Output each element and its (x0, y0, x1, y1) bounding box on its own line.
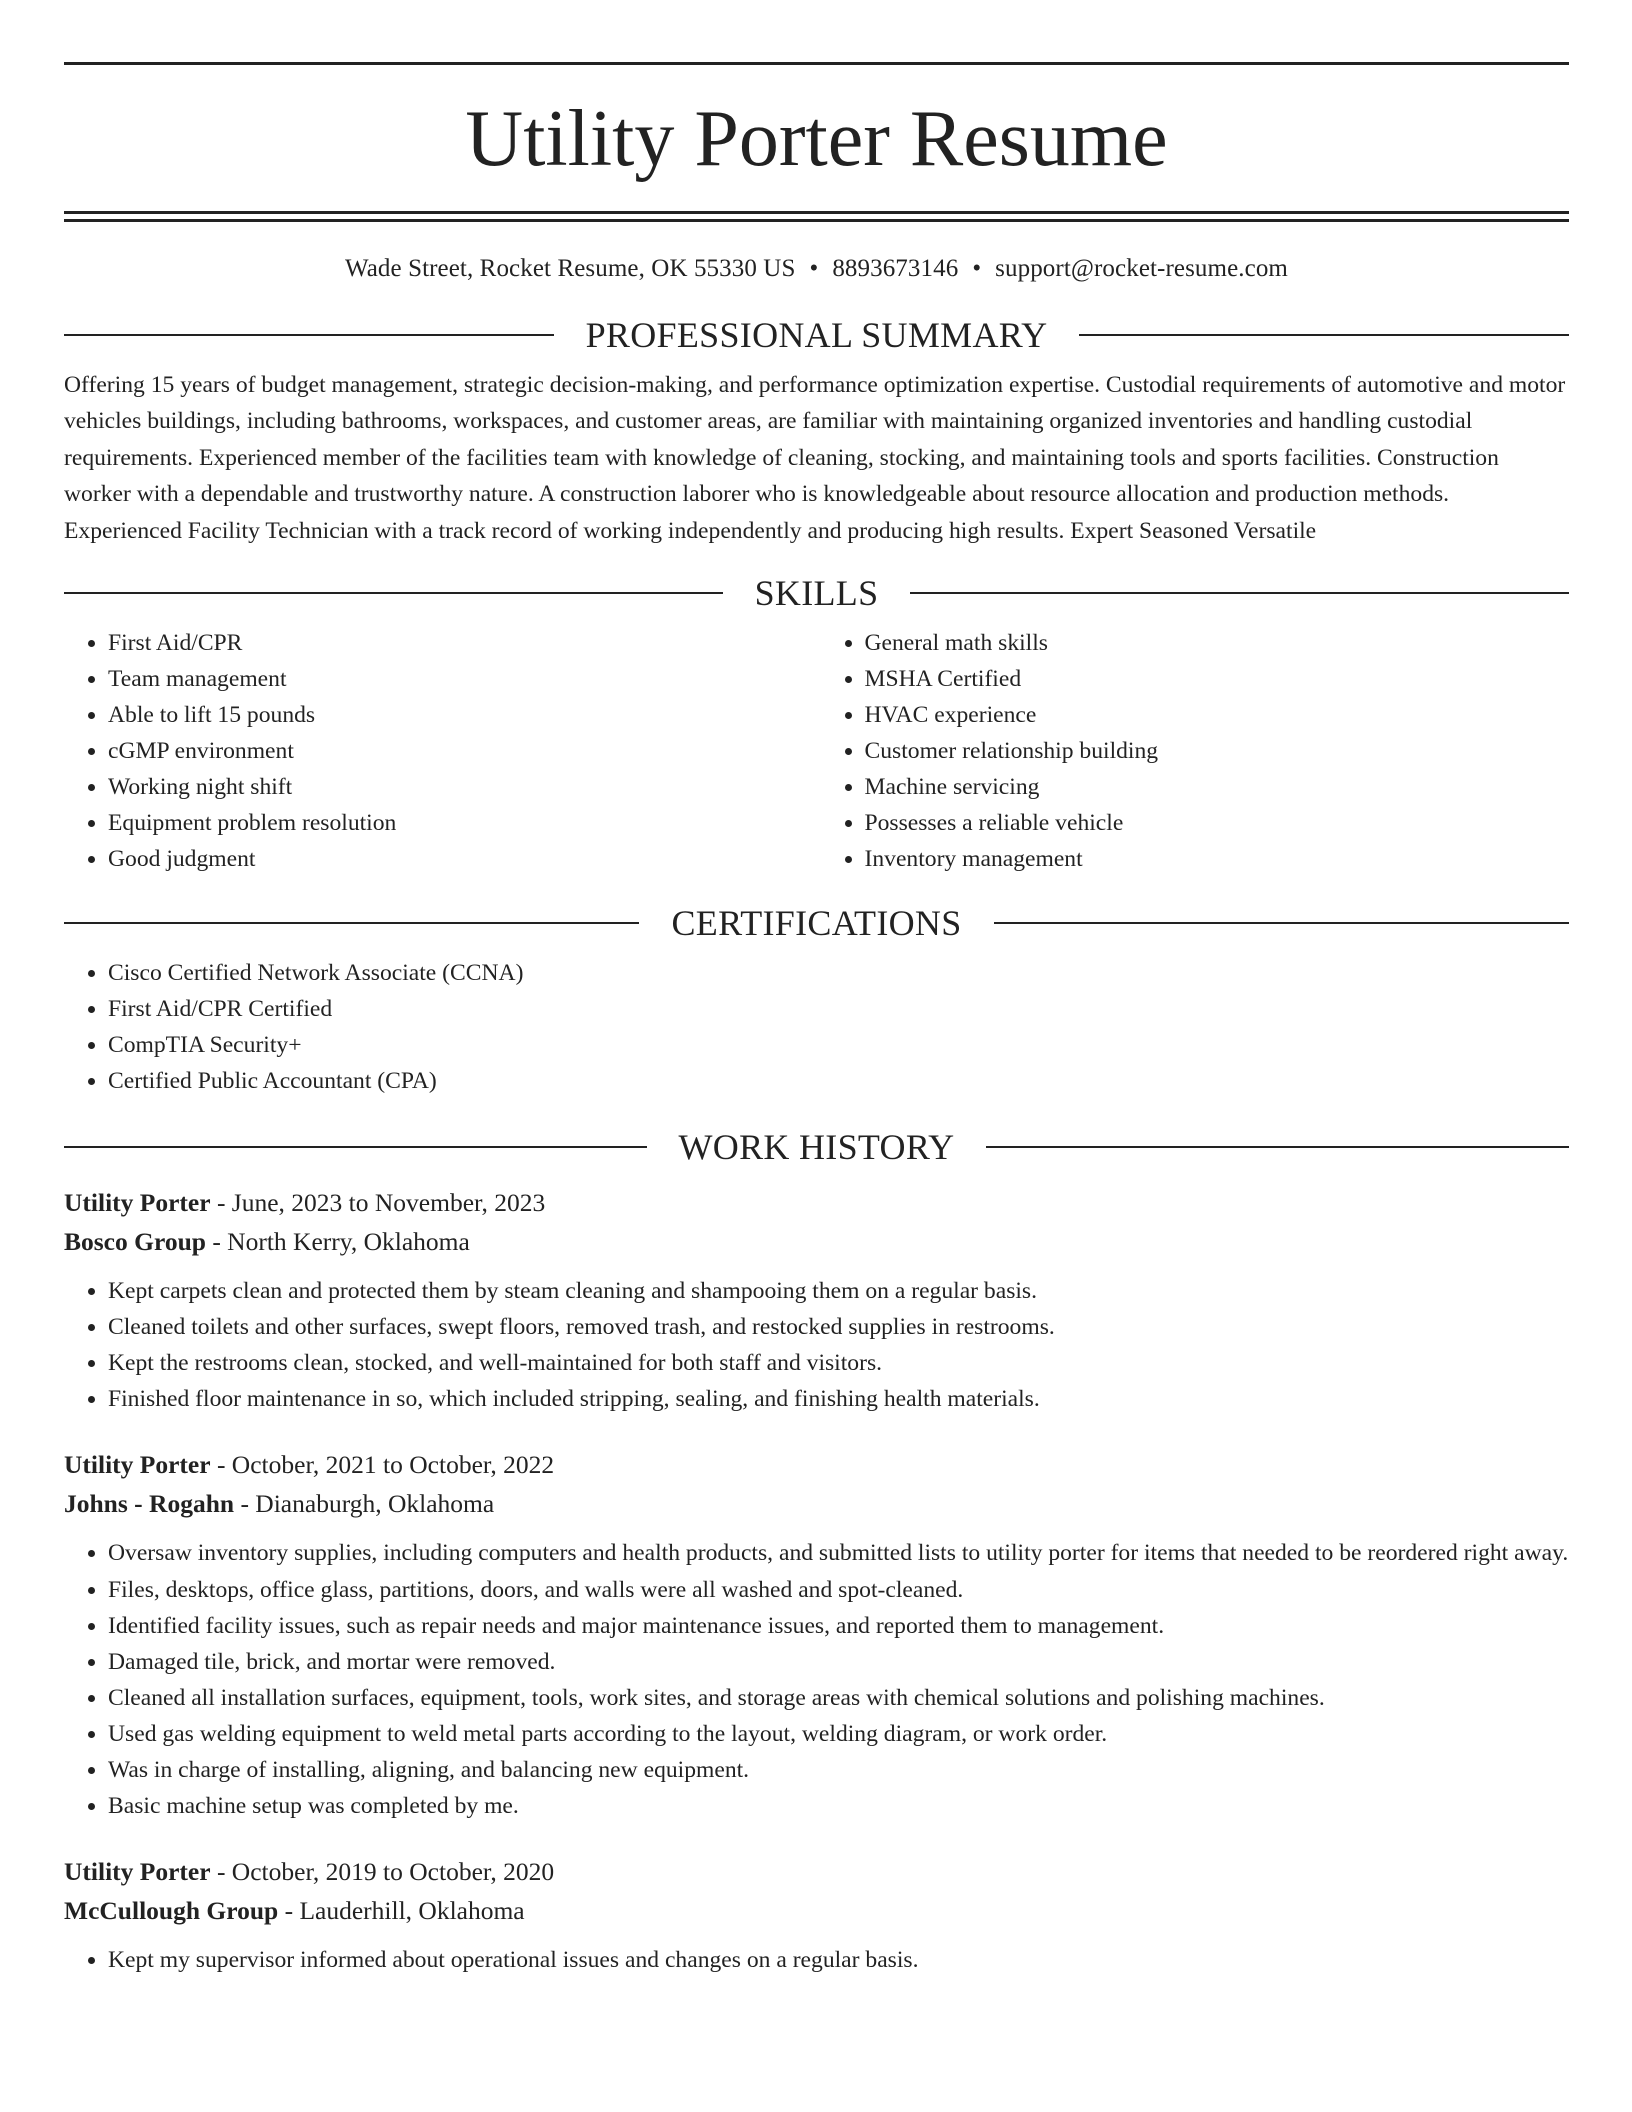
job-bullet: • Kept the restrooms clean, stocked, and well-maintained for both staff and visitors. (108, 1345, 1569, 1381)
certification-item: • Certified Public Accountant (CPA) (108, 1063, 1569, 1099)
job-bullets (64, 1535, 1569, 1824)
job-bullet: • Used gas welding equipment to weld metal parts according to the layout, welding diagram, or work order. (108, 1716, 1569, 1752)
job-dates: - October, 2021 to October, 2022 (210, 1450, 555, 1480)
title-double-rule (64, 211, 1569, 222)
job-location: - North Kerry, Oklahoma (205, 1227, 470, 1257)
job-bullet: • Finished floor maintenance in so, which included stripping, sealing, and finishing health materials. (108, 1381, 1569, 1417)
skills-list (64, 625, 1569, 877)
summary-text: Offering 15 years of budget management, strategic decision-making, and performance optimization expertise. Custodial requirements of automotive and motor vehicles buildings, including bathrooms, workspaces, and customer areas, are familiar with maintaining organized inventories and handling custodial requirements. Experienced member of the facilities team with knowledge of cleaning, stocking, and maintaining tools and sports facilities. Construction worker with a dependable and trustworthy nature. A construction laborer who is knowledgeable about resource allocation and production methods. Experienced Facility Technician with a track record of working independently and producing high results. Expert Seasoned Versatile (64, 372, 1566, 544)
job-bullets (64, 1273, 1569, 1417)
skill-item: • Working night shift (108, 769, 813, 805)
job-bullet: • Kept carpets clean and protected them by steam cleaning and shampooing them on a regular basis. (108, 1273, 1569, 1309)
job-company-line (64, 1891, 1569, 1930)
contact-email: support@rocket-resume.com (995, 255, 1288, 282)
job-title: Utility Porter (64, 1856, 211, 1886)
heading-rule-left (64, 334, 554, 336)
skill-item: • Equipment problem resolution (108, 805, 813, 841)
skill-item: • General math skills (865, 625, 1570, 661)
skill-item: • Team management (108, 661, 813, 697)
job-bullet: • Kept my supervisor informed about operational issues and changes on a regular basis. (108, 1942, 1569, 1978)
heading-rule-left (64, 592, 723, 594)
contact-line (64, 255, 1569, 283)
job-bullet: • Oversaw inventory supplies, including computers and health products, and submitted lists to utility porter for items that needed to be reordered right away. (108, 1535, 1569, 1572)
job-entry (64, 1183, 1569, 1417)
skills-column-right (813, 625, 1570, 877)
job-bullets (64, 1942, 1569, 1978)
skill-item: • Able to lift 15 pounds (108, 697, 813, 733)
skill-item: • First Aid/CPR (108, 625, 813, 661)
work-history-heading (64, 1127, 1569, 1168)
heading-rule-left (64, 1146, 647, 1148)
skills-column-left (64, 625, 813, 877)
job-bullet: • Files, desktops, office glass, partitions, doors, and walls were all washed and spot-cleaned. (108, 1572, 1569, 1608)
job-entry (64, 1445, 1569, 1824)
job-company: Johns - Rogahn (64, 1489, 235, 1519)
job-location: - Lauderhill, Oklahoma (278, 1895, 525, 1925)
job-title: Utility Porter (64, 1450, 211, 1480)
heading-rule-right (1079, 334, 1569, 336)
contact-separator: • (809, 255, 819, 282)
skill-item: • Machine servicing (865, 769, 1570, 805)
skills-heading (64, 573, 1569, 614)
certification-item: • Cisco Certified Network Associate (CCNA) (108, 955, 1569, 991)
job-dates: - October, 2019 to October, 2020 (210, 1856, 555, 1886)
resume-title: Utility Porter Resume (465, 95, 1168, 183)
heading-rule-right (994, 922, 1569, 924)
job-company-line (64, 1222, 1569, 1261)
job-company: McCullough Group (64, 1895, 279, 1925)
skill-item: • Inventory management (865, 841, 1570, 877)
job-company: Bosco Group (64, 1227, 206, 1257)
job-title-line (64, 1852, 1569, 1891)
certifications-heading (64, 903, 1569, 944)
skill-item: • Good judgment (108, 841, 813, 877)
certification-item: • First Aid/CPR Certified (108, 991, 1569, 1027)
summary-heading (64, 317, 1569, 353)
job-title-line (64, 1183, 1569, 1222)
work-history-heading-title: WORK HISTORY (678, 1127, 955, 1168)
contact-phone: 8893673146 (832, 255, 959, 282)
skill-item: • MSHA Certified (865, 661, 1570, 697)
certification-item: • CompTIA Security+ (108, 1027, 1569, 1063)
job-bullet: • Basic machine setup was completed by me. (108, 1788, 1569, 1824)
job-bullet: • Was in charge of installing, aligning, and balancing new equipment. (108, 1752, 1569, 1788)
job-bullet: • Cleaned toilets and other surfaces, swept floors, removed trash, and restocked supplies in restrooms. (108, 1309, 1569, 1345)
skills-heading-title: SKILLS (754, 573, 879, 614)
heading-rule-left (64, 922, 639, 924)
summary-heading-title: PROFESSIONAL SUMMARY (585, 315, 1048, 355)
job-bullet: • Cleaned all installation surfaces, equipment, tools, work sites, and storage areas with chemical solutions and polishing machines. (108, 1680, 1569, 1716)
contact-separator: • (972, 255, 982, 282)
job-bullet: • Identified facility issues, such as repair needs and major maintenance issues, and reported them to management. (108, 1608, 1569, 1644)
job-title: Utility Porter (64, 1188, 211, 1218)
job-title-line (64, 1445, 1569, 1484)
job-location: - Dianaburgh, Oklahoma (234, 1489, 495, 1519)
skill-item: • Possesses a reliable vehicle (865, 805, 1570, 841)
skill-item: • HVAC experience (865, 697, 1570, 733)
certifications-list (64, 955, 1569, 1099)
skill-item: • cGMP environment (108, 733, 813, 769)
job-bullet: • Damaged tile, brick, and mortar were removed. (108, 1644, 1569, 1680)
job-dates: - June, 2023 to November, 2023 (210, 1188, 546, 1218)
contact-address: Wade Street, Rocket Resume, OK 55330 US (345, 255, 796, 282)
skill-item: • Customer relationship building (865, 733, 1570, 769)
certifications-heading-title: CERTIFICATIONS (671, 903, 962, 944)
heading-rule-right (910, 592, 1569, 594)
job-entry (64, 1852, 1569, 1978)
job-company-line (64, 1484, 1569, 1523)
heading-rule-right (986, 1146, 1569, 1148)
